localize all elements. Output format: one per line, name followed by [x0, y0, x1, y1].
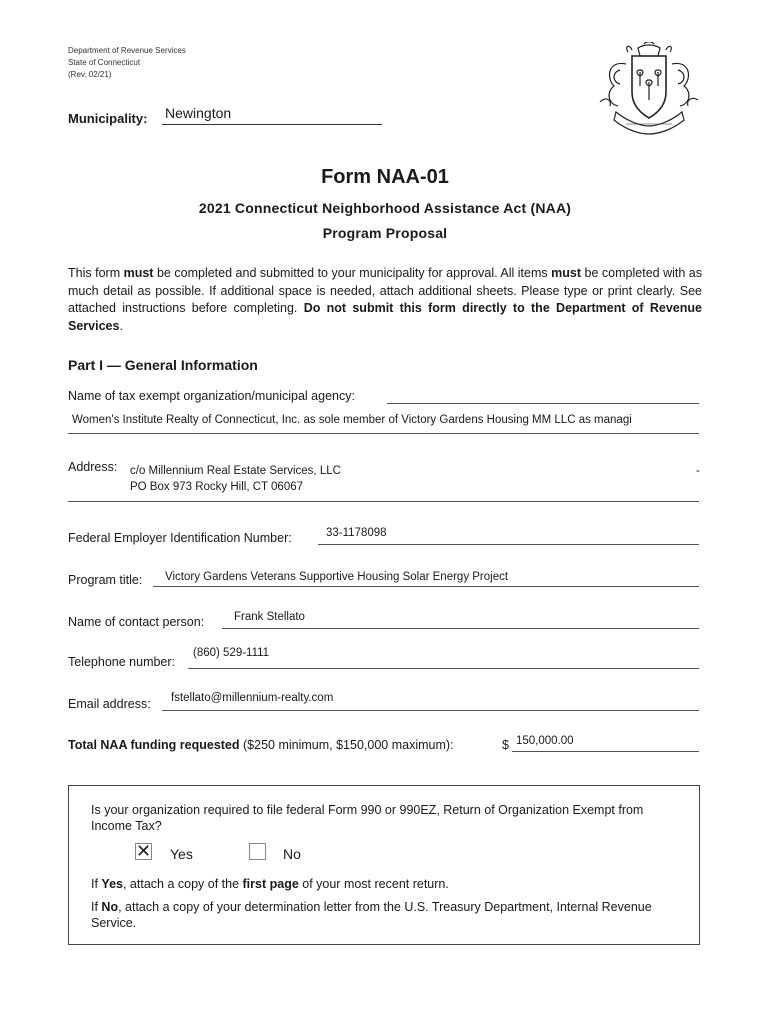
email-underline	[162, 710, 699, 711]
if-no-instruction: If No, attach a copy of your determination letter from the U.S. Treasury Department, Internal Revenue Service.	[91, 900, 652, 930]
address-underline	[68, 501, 699, 502]
contact-person-label: Name of contact person:	[68, 615, 205, 629]
form-990-question-box	[68, 785, 700, 945]
fein-label: Federal Employer Identification Number:	[68, 531, 292, 545]
address-label: Address:	[68, 460, 118, 474]
no-option-label: No	[283, 846, 301, 862]
form-subtitle-proposal: Program Proposal	[322, 225, 448, 241]
org-name-label: Name of tax exempt organization/municipal agency:	[68, 389, 355, 403]
yes-checkbox[interactable]: ✕	[136, 841, 152, 862]
address-line-2-field[interactable]: PO Box 973 Rocky Hill, CT 06067	[130, 481, 304, 493]
state-name: State of Connecticut	[68, 58, 141, 67]
form-990-question: Is your organization required to file federal Form 990 or 990EZ, Return of Organization Exempt from Income Tax?	[91, 803, 644, 833]
org-name-underline-2	[68, 433, 699, 434]
intro-paragraph: This form must be completed and submitted to your municipality for approval. All items must be completed with as much detail as possible. If additional space is needed, attach additional sheets. Please type or print clearly. See attached instructions before completing. Do not submit this form directly to the Department of Revenue Services.	[68, 266, 703, 333]
funding-underline	[512, 751, 699, 752]
municipality-underline	[162, 124, 382, 125]
org-name-field[interactable]: Women's Institute Realty of Connecticut, Inc. as sole member of Victory Gardens Housing MM LLC as managi	[72, 414, 632, 426]
address-line-1-field[interactable]: c/o Millennium Real Estate Services, LLC	[130, 465, 341, 477]
fein-underline	[318, 544, 699, 545]
fein-field[interactable]: 33-1178098	[326, 527, 387, 539]
address-dash: -	[696, 465, 700, 477]
contact-person-field[interactable]: Frank Stellato	[234, 611, 305, 623]
yes-option-label: Yes	[170, 846, 193, 862]
funding-label: Total NAA funding requested ($250 minimum, $150,000 maximum):	[68, 738, 454, 752]
header-info	[68, 45, 186, 81]
municipality-label: Municipality:	[68, 111, 148, 126]
municipality-field[interactable]: Newington	[165, 105, 232, 121]
no-checkbox[interactable]	[249, 843, 266, 860]
part-1-heading: Part I — General Information	[68, 357, 258, 373]
telephone-underline	[188, 668, 699, 669]
program-title-label: Program title:	[68, 573, 143, 587]
contact-person-underline	[222, 628, 699, 629]
form-title: Form NAA-01	[321, 166, 449, 188]
funding-amount-field[interactable]: 150,000.00	[516, 735, 574, 747]
department-name: Department of Revenue Services	[68, 46, 186, 55]
form-subtitle: 2021 Connecticut Neighborhood Assistance Act (NAA)	[198, 200, 572, 216]
if-yes-instruction: If Yes, attach a copy of the first page of your most recent return.	[91, 877, 449, 891]
program-title-underline	[153, 586, 699, 587]
funding-dollar-sign: $	[502, 738, 509, 752]
org-name-underline	[387, 403, 699, 404]
email-field[interactable]: fstellato@millennium-realty.com	[171, 692, 334, 704]
revision-date: (Rev. 02/21)	[68, 70, 112, 79]
telephone-label: Telephone number:	[68, 655, 176, 669]
connecticut-state-seal-icon	[598, 42, 700, 136]
telephone-field[interactable]: (860) 529-1111	[193, 647, 270, 659]
program-title-field[interactable]: Victory Gardens Veterans Supportive Housing Solar Energy Project	[165, 571, 509, 583]
email-label: Email address:	[68, 697, 151, 711]
